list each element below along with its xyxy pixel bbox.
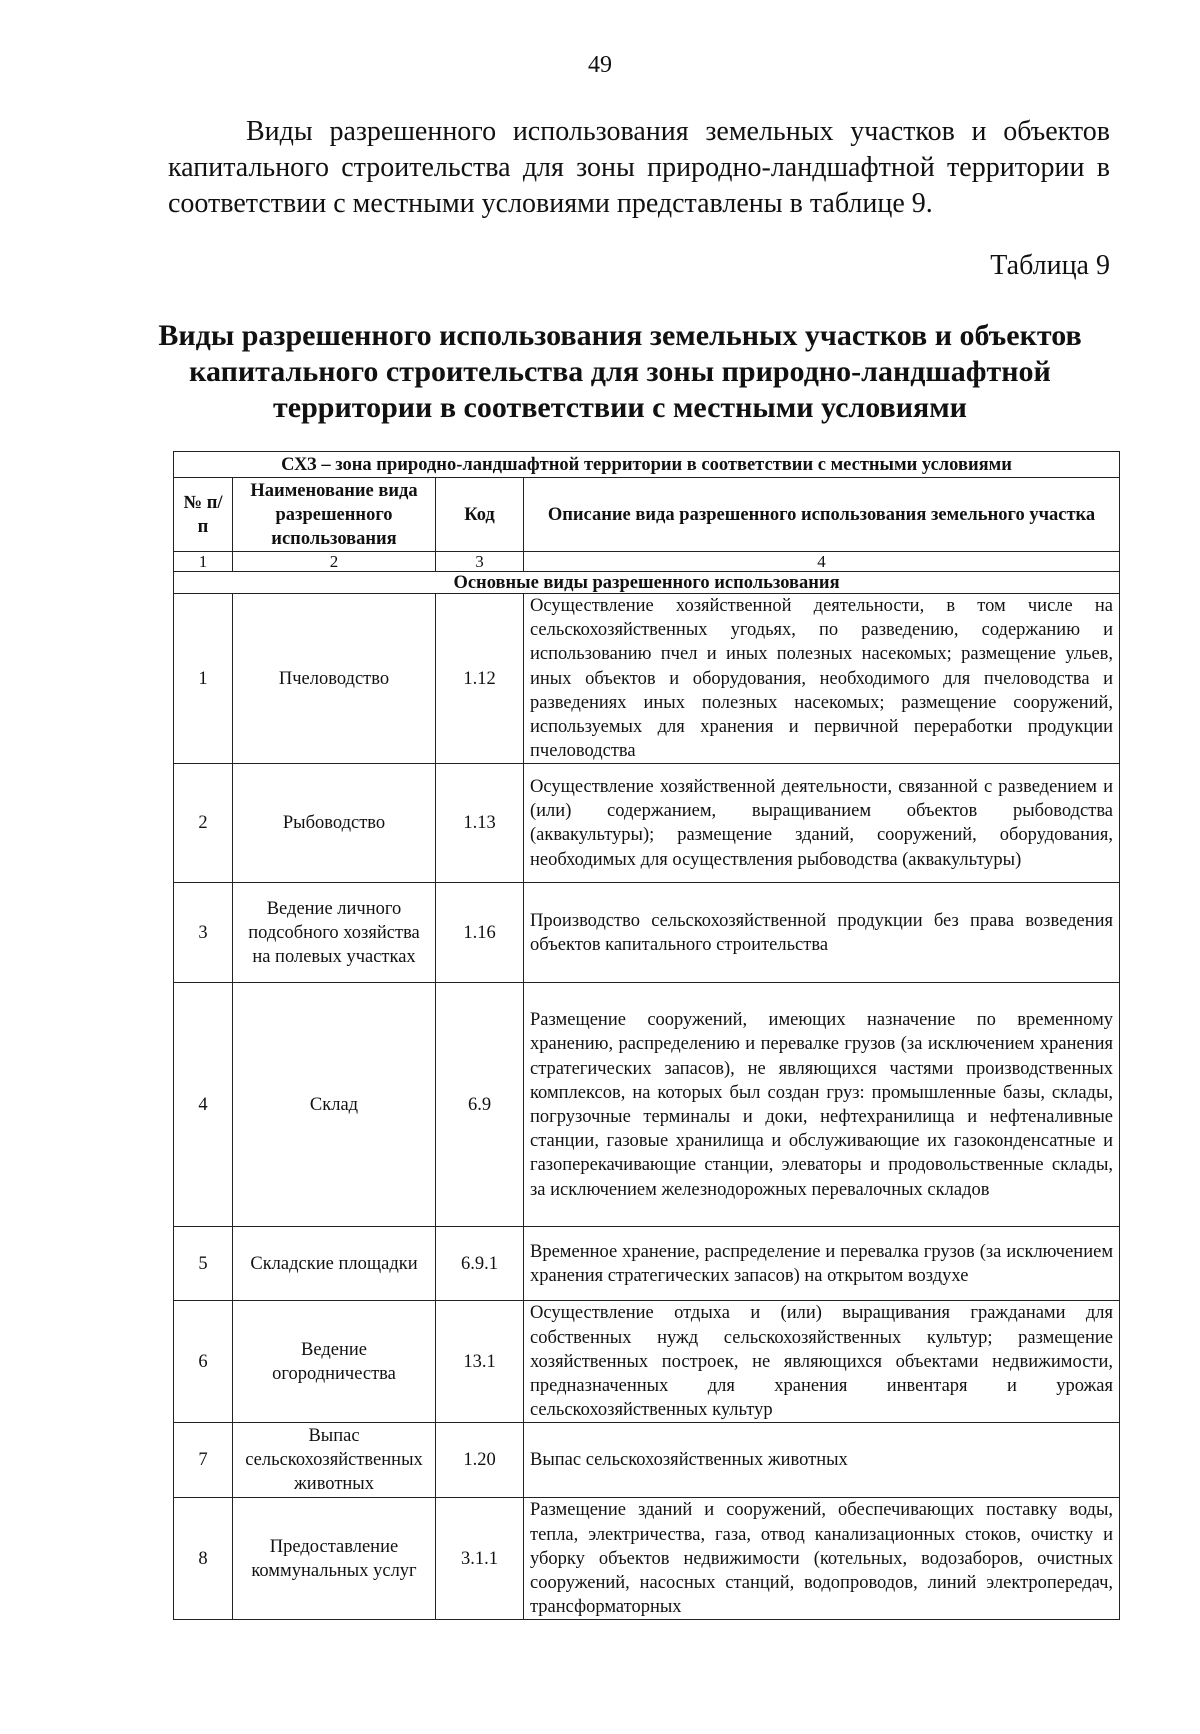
use-code: 6.9.1	[436, 1227, 524, 1301]
row-number: 1	[174, 594, 233, 764]
use-name: Ведение огородничества	[233, 1301, 436, 1423]
land-use-table	[173, 451, 1120, 1620]
zone-header: СХЗ – зона природно-ландшафтной территории в соответствии с местными условиями	[174, 452, 1120, 478]
use-code: 1.16	[436, 883, 524, 983]
section-header: Основные виды разрешенного использования	[174, 572, 1120, 594]
use-description: Производство сельскохозяйственной продукции без права возведения объектов капитального строительства	[524, 883, 1120, 983]
use-description: Осуществление хозяйственной деятельности, связанной с разведением и (или) содержанием, выращиванием объектов рыбоводства (аквакультуры); размещение зданий, сооружений, оборудования, необходимых для осуществления рыбоводства (аквакультуры)	[524, 764, 1120, 883]
use-code: 13.1	[436, 1301, 524, 1423]
column-header-code: Код	[436, 478, 524, 552]
table-row	[174, 1227, 1120, 1301]
use-name: Предоставление коммунальных услуг	[233, 1498, 436, 1620]
table-title: Виды разрешенного использования земельных участков и объектов капитального строительства для зоны природно-ландшафтной территории в соответствии с местными условиями	[158, 319, 1082, 424]
use-description: Временное хранение, распределение и перевалка грузов (за исключением хранения стратегических запасов) на открытом воздухе	[524, 1227, 1120, 1301]
row-number: 7	[174, 1423, 233, 1498]
use-name: Пчеловодство	[233, 594, 436, 764]
column-number-1: 1	[174, 552, 233, 572]
use-description: Размещение зданий и сооружений, обеспечивающих поставку воды, тепла, электричества, газа, отвод канализационных стоков, очистку и уборку объектов недвижимости (котельных, водозаборов, очистных сооружений, насосных станций, водопроводов, линий электропередач, трансформаторных	[524, 1498, 1120, 1620]
page-number: 49	[588, 52, 612, 78]
row-number: 3	[174, 883, 233, 983]
row-number: 8	[174, 1498, 233, 1620]
use-name: Складские площадки	[233, 1227, 436, 1301]
column-header-name: Наименование вида разрешенного использования	[233, 478, 436, 552]
table-label: Таблица 9	[990, 250, 1110, 281]
use-description: Осуществление хозяйственной деятельности, в том числе на сельскохозяйственных угодьях, по разведению, содержанию и использованию пчел и иных полезных насекомых; размещение ульев, иных объектов и оборудования, необходимого для пчеловодства и разведениях иных полезных насекомых; размещение сооружений, используемых для хранения и первичной переработки продукции пчеловодства	[524, 594, 1120, 764]
use-name: Ведение личного подсобного хозяйства на полевых участках	[233, 883, 436, 983]
use-code: 1.13	[436, 764, 524, 883]
column-header-description: Описание вида разрешенного использования земельного участка	[524, 478, 1120, 552]
table-row	[174, 1423, 1120, 1498]
use-name: Склад	[233, 983, 436, 1227]
column-number-2: 2	[233, 552, 436, 572]
column-number-3: 3	[436, 552, 524, 572]
row-number: 4	[174, 983, 233, 1227]
use-code: 6.9	[436, 983, 524, 1227]
table-row	[174, 1301, 1120, 1423]
use-code: 1.12	[436, 594, 524, 764]
table-row	[174, 1498, 1120, 1620]
intro-paragraph: Виды разрешенного использования земельных участков и объектов капитального строительства для зоны природно-ландшафтной территории в соответствии с местными условиями представлены в таблице 9.	[168, 116, 1110, 219]
use-description: Размещение сооружений, имеющих назначение по временному хранению, распределению и перевалке грузов (за исключением хранения стратегических запасов), не являющихся частями производственных комплексов, на которых был создан груз: промышленные базы, склады, погрузочные терминалы и доки, нефтехранилища и нефтеналивные станции, газовые хранилища и обслуживающие их газоконденсатные и газоперекачивающие станции, элеваторы и продовольственные склады, за исключением железнодорожных перевалочных складов	[524, 983, 1120, 1227]
row-number: 2	[174, 764, 233, 883]
use-name: Рыбоводство	[233, 764, 436, 883]
use-description: Выпас сельскохозяйственных животных	[524, 1423, 1120, 1498]
column-number-4: 4	[524, 552, 1120, 572]
use-description: Осуществление отдыха и (или) выращивания гражданами для собственных нужд сельскохозяйственных культур; размещение хозяйственных построек, не являющихся объектами недвижимости, предназначенных для хранения инвентаря и урожая сельскохозяйственных культур	[524, 1301, 1120, 1423]
row-number: 6	[174, 1301, 233, 1423]
table-row	[174, 983, 1120, 1227]
use-name: Выпас сельскохозяйственных животных	[233, 1423, 436, 1498]
use-code: 3.1.1	[436, 1498, 524, 1620]
column-header-number: № п/п	[174, 478, 233, 552]
table-row	[174, 883, 1120, 983]
table-row	[174, 764, 1120, 883]
row-number: 5	[174, 1227, 233, 1301]
table-row	[174, 594, 1120, 764]
use-code: 1.20	[436, 1423, 524, 1498]
